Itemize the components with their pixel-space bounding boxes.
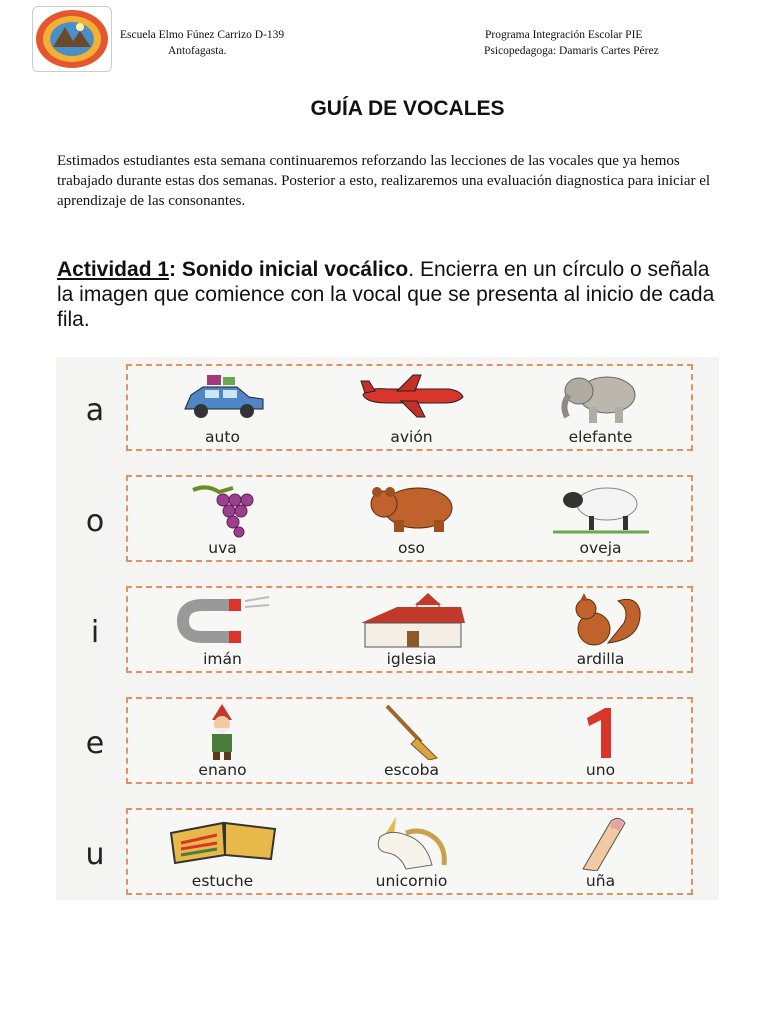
elephant-icon: [551, 371, 651, 425]
vowel-row: [126, 586, 693, 673]
squirrel-icon: [556, 593, 646, 649]
number-one-icon: [581, 704, 621, 760]
car-icon: [177, 371, 269, 423]
picture-option[interactable]: [317, 810, 506, 893]
picture-option[interactable]: [128, 588, 317, 671]
activity-title: Sonido inicial vocálico: [181, 258, 409, 281]
vowel-row: [126, 364, 693, 451]
picture-word: escoba: [384, 761, 439, 779]
picture-option[interactable]: [506, 366, 695, 449]
program-name: Programa Integración Escolar PIE: [485, 29, 643, 41]
worksheet-image: [56, 357, 719, 900]
school-logo: [32, 6, 112, 72]
vowel-row: [126, 697, 693, 784]
intro-paragraph: Estimados estudiantes esta semana continuaremos reforzando las lecciones de las vocales que ya hemos trabajado durante estas dos semanas. Posterior a esto, realizaremos una evaluación diagnostica para iniciar el aprendizaje de las consonantes.: [57, 153, 711, 209]
unicorn-icon: [366, 815, 458, 871]
picture-word: estuche: [191, 872, 254, 890]
picture-word: avión: [390, 428, 433, 446]
picture-option[interactable]: [317, 366, 506, 449]
picture-option[interactable]: [506, 699, 695, 782]
page-title: GUÍA DE VOCALES: [310, 97, 505, 120]
vowel-row: [126, 475, 693, 562]
grapes-icon: [183, 482, 263, 538]
picture-word: uña: [585, 872, 616, 890]
school-name: Escuela Elmo Fúnez Carrizo D-139: [120, 29, 285, 41]
vowel-label: i: [90, 615, 100, 650]
dwarf-icon: [198, 704, 248, 760]
picture-option[interactable]: [128, 699, 317, 782]
picture-word: ardilla: [576, 650, 625, 668]
picture-option[interactable]: [128, 810, 317, 893]
sheep-icon: [551, 482, 651, 534]
picture-option[interactable]: [506, 810, 695, 893]
magnet-icon: [173, 593, 273, 643]
picture-word: iglesia: [386, 650, 437, 668]
vowel-label: e: [85, 726, 105, 761]
picture-option[interactable]: [317, 588, 506, 671]
picture-word: oveja: [579, 539, 622, 557]
vowel-label: u: [85, 837, 105, 872]
picture-option[interactable]: [317, 699, 506, 782]
picture-option[interactable]: [128, 477, 317, 560]
picture-word: uno: [585, 761, 616, 779]
psychopedagogue-name: Psicopedagoga: Damaris Cartes Pérez: [484, 45, 659, 57]
picture-word: oso: [397, 539, 426, 557]
picture-option[interactable]: [506, 588, 695, 671]
picture-word: auto: [205, 428, 240, 446]
church-icon: [357, 593, 467, 649]
picture-option[interactable]: [317, 477, 506, 560]
activity-heading: Actividad 1: Sonido inicial vocálico. Encierra en un círculo o señala la imagen que comience con la vocal que se presenta al inicio de cada fila.: [57, 258, 715, 331]
picture-option[interactable]: [128, 366, 317, 449]
school-city: Antofagasta.: [168, 45, 227, 57]
bear-icon: [364, 482, 460, 534]
picture-word: enano: [198, 761, 247, 779]
picture-word: elefante: [568, 428, 633, 446]
activity-instructions: Encierra en un círculo o señala la imagen que comience con la vocal que se presenta al inicio de cada fila.: [57, 258, 715, 331]
vowel-label: a: [85, 393, 105, 428]
picture-word: uva: [208, 539, 237, 557]
broom-icon: [377, 704, 447, 760]
picture-word: imán: [203, 650, 242, 668]
activity-label: Actividad 1: [57, 258, 170, 281]
pencil-case-icon: [167, 815, 279, 867]
vowel-label: o: [85, 504, 105, 539]
fingernail-icon: [571, 815, 631, 871]
airplane-icon: [357, 371, 467, 419]
vowel-row: [126, 808, 693, 895]
picture-word: unicornio: [375, 872, 448, 890]
picture-option[interactable]: [506, 477, 695, 560]
